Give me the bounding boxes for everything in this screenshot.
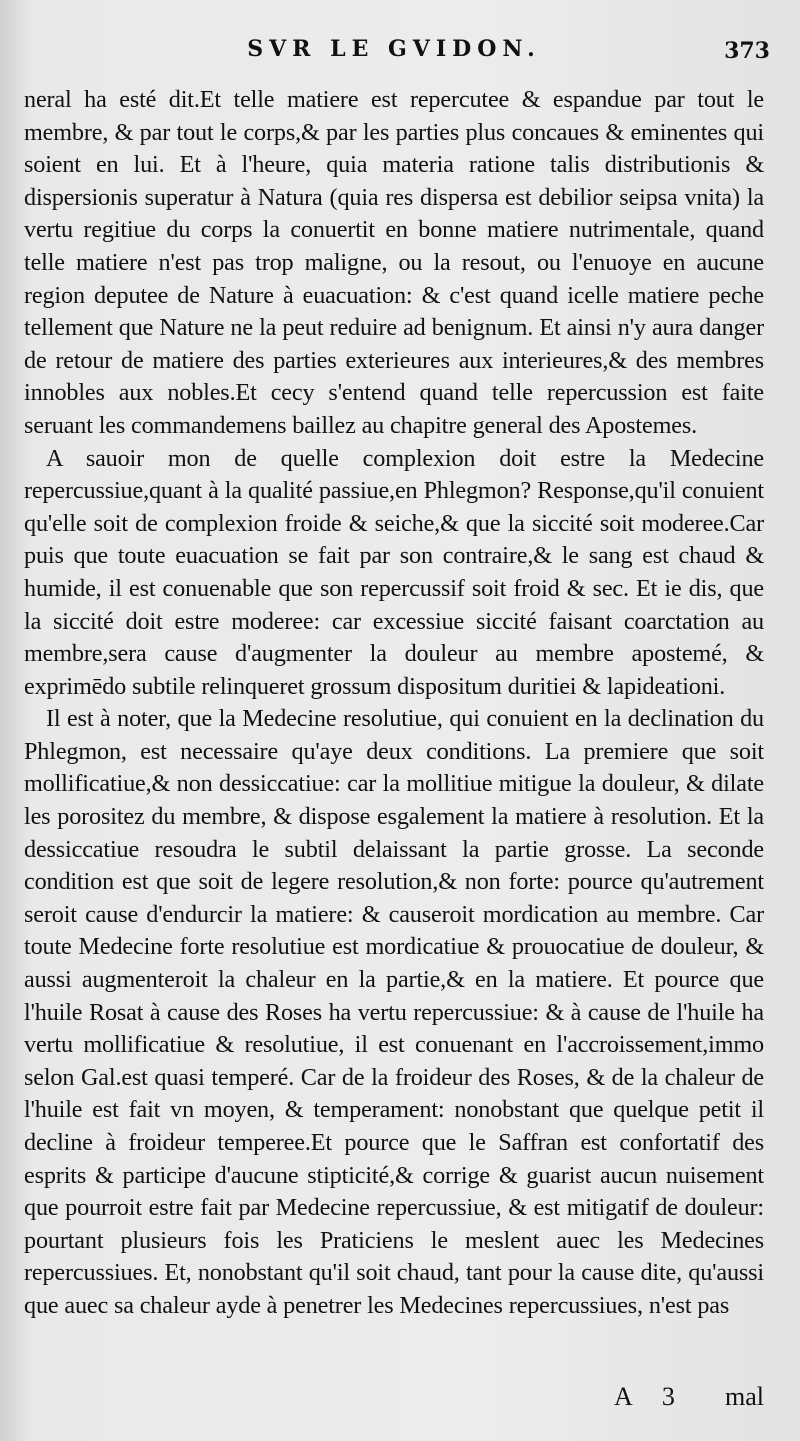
catchword: mal [725, 1382, 764, 1411]
paragraph-3: Il est à noter, que la Medecine resolutiue, qui conuient en la declination du Phlegmon, est necessaire qu'aye deux conditions. La premiere que soit mollificatiue,& non dessiccatiue: car la mollitiue mitigue la douleur, & dilate les porositez du membre, & dispose esgalement la matiere à resolution. Et la dessiccatiue resoudra le subtil delaissant la partie grosse. La seconde condition est que soit de legere resolution,& non forte: pource qu'autrement seroit cause d'endurcir la matiere: & causeroit mordication au membre. Car toute Medecine forte resolutiue est mordicatiue & prouocatiue de douleur, & aussi augmenteroit la chaleur en la partie,& en la matiere. Et pource que l'huile Rosat à cause des Roses ha vertu repercussiue: & à cause de l'huile ha vertu mollificatiue & resolutiue, il est conuenant en l'accroissement,immo selon Gal.est quasi temperé. Car de la froideur des Roses, & de la chaleur de l'huile est fait vn moyen, & temperament: nonobstant que quelque petit il decline à froideur temperee.Et pource que le Saffran est confortatif des esprits & participe d'aucune stipticité,& corrige & guarist aucun nuisement que pourroit estre fait par Medecine repercussiue, & est mitigatif de douleur: pourtant plusieurs fois les Praticiens le meslent auec les Medecines repercussiues. Et, nonobstant qu'il soit chaud, tant pour la cause dite, qu'aussi que auec sa chaleur ayde à penetrer les Medecines repercussiues, n'est pas [24, 705, 764, 1319]
body-text [24, 84, 764, 1323]
page-footer [24, 1382, 764, 1422]
paragraph-2: A sauoir mon de quelle complexion doit estre la Medecine repercussiue,quant à la qualité passiue,en Phlegmon? Response,qu'il conuient qu'elle soit de complexion froide & seiche,& que la siccité soit moderee.Car puis que toute euacuation se fait par son contraire,& le sang est chaud & humide, il est conuenable que son repercussif soit froid & sec. Et ie dis, que la siccité doit estre moderee: car excessiue siccité faisant coarctation au membre,sera cause d'augmenter la douleur au membre apostemé, & exprimēdo subtile relinqueret grossum dispositum duritiei & lapideationi. [24, 444, 764, 700]
paragraph-1: neral ha esté dit.Et telle matiere est repercutee & espandue par tout le membre, & par tout le corps,& par les parties plus concaues & eminentes qui soient en lui. Et à l'heure, quia materia ratione talis distributionis & dispersionis superatur à Natura (quia res dispersa est debilior seipsa vnita) la vertu regitiue du corps la conuertit en bonne matiere nutrimentale, quand telle matiere n'est pas trop maligne, ou la resout, ou l'enuoye en aucune region deputee de Nature à euacuation: & c'est quand icelle matiere peche tellement que Nature ne la peut reduire ad benignum. Et ainsi n'y aura danger de retour de matiere des parties exterieures aux interieures,& des membres innobles aux nobles.Et cecy s'entend quand telle repercussion est faite seruant les commandemens baillez au chapitre general des Apostemes. [24, 86, 764, 439]
page-header [24, 32, 770, 84]
signature-mark: A 3 [614, 1382, 687, 1411]
running-head: SVR LE GVIDON. [247, 36, 541, 62]
page-number: 373 [724, 38, 770, 64]
